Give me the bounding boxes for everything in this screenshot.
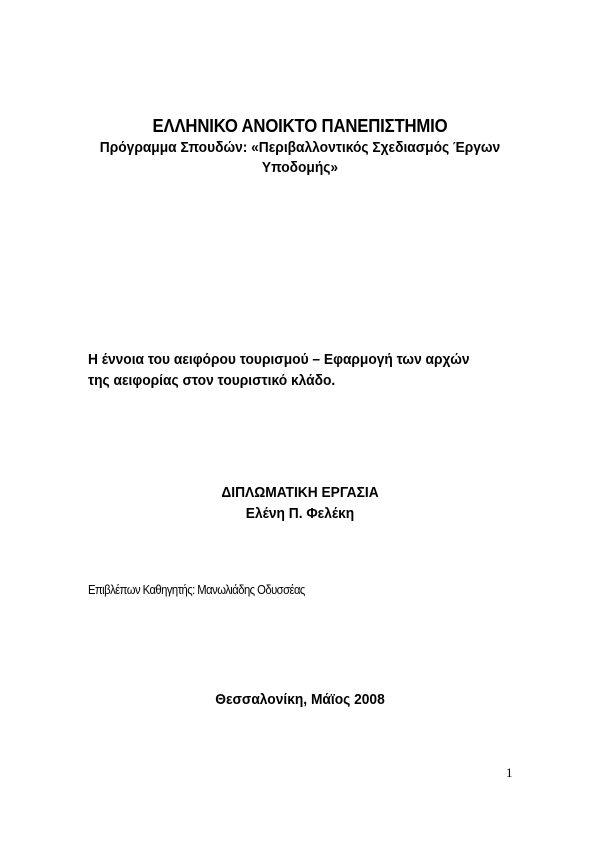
thesis-type: ΔΙΠΛΩΜΑΤΙΚΗ ΕΡΓΑΣΙΑ [221,485,379,501]
thesis-title-line-1: Η έννοια του αειφόρου τουρισμού – Εφαρμογή των αρχών [88,352,470,368]
study-program-line-2: Υποδομής» [261,160,339,176]
study-program-line-1: Πρόγραμμα Σπουδών: «Περιβαλλοντικός Σχεδιασμός Έργων [99,140,501,156]
author-name: Ελένη Π. Φελέκη [245,506,355,522]
thesis-title-line-2: της αειφορίας στον τουριστικό κλάδο. [88,373,336,389]
university-name: ΕΛΛΗΝΙΚΟ ΑΝΟΙΚΤΟ ΠΑΝΕΠΙΣΤΗΜΙΟ [152,116,448,136]
supervisor: Επιβλέπων Καθηγητής: Μανωλιάδης Οδυσσέας [88,583,305,597]
page-number: 1 [506,765,513,780]
place-and-date: Θεσσαλονίκη, Μάϊος 2008 [215,692,385,708]
